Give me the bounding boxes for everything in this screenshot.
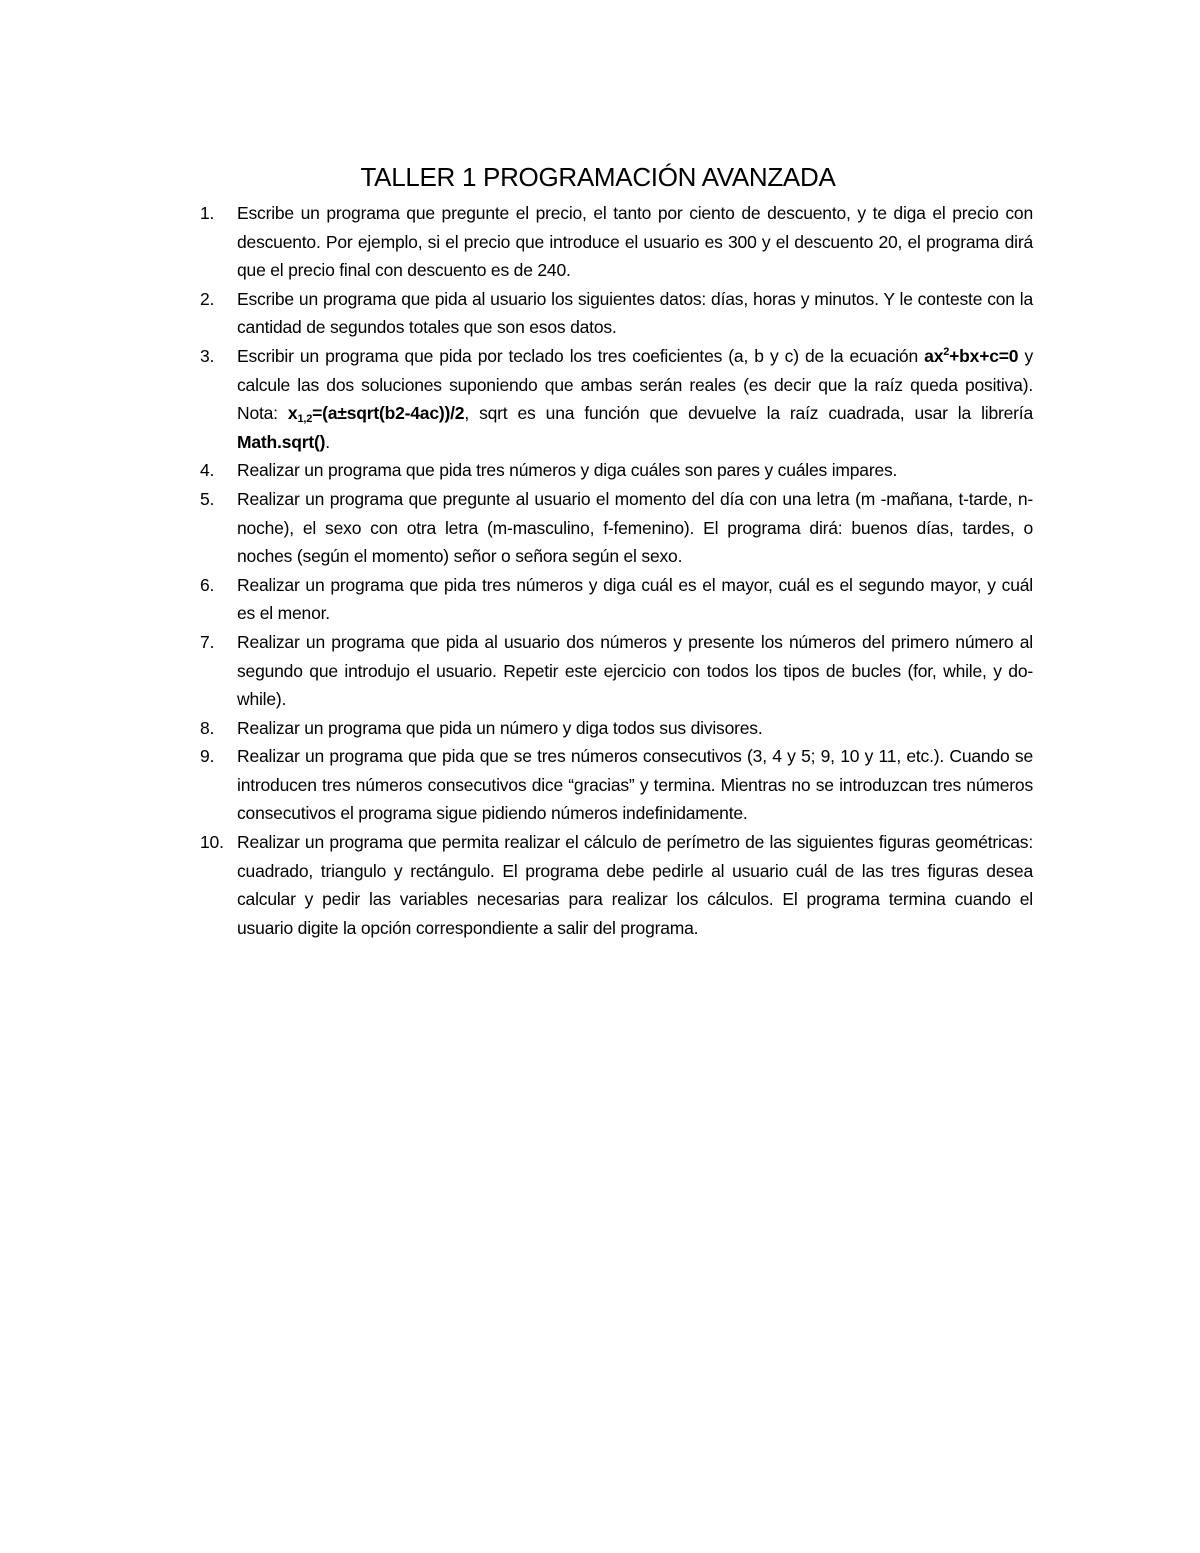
- item-text: Escribir un programa que pida por teclado los tres coeficientes (a, b y c) de la ecuación: [237, 345, 925, 366]
- formula: [287, 403, 465, 426]
- document-title: TALLER 1 PROGRAMACIÓN AVANZADA: [360, 162, 836, 193]
- item-text: Realizar un programa que pida que se tres números consecutivos (3, 4 y 5; 9, 10 y 11, etc.). Cuando se introducen tres números consecutivos dice “gracias” y termina. Mientras no se introduzcan tres números consecutivos el programa sigue pidiendo números indefinidamente.: [237, 746, 1033, 824]
- item-text: Realizar un programa que pregunte al usuario el momento del día con una letra (m -mañana, t-tarde, n-noche), el sexo con otra letra (m-masculino, f-femenino). El programa dirá: buenos días, tardes, o noches (según el momento) señor o señora según el sexo.: [237, 488, 1033, 567]
- formula-x: x: [287, 403, 298, 424]
- formula-body: =(a±sqrt(b2-4ac))/2: [312, 403, 465, 424]
- item-text: Escribe un programa que pregunte el precio, el tanto por ciento de descuento, y te diga el precio con descuento. Por ejemplo, si el precio que introduce el usuario es 300 y el descuento 20, el programa dirá que el precio final con descuento es de 240.: [237, 203, 1033, 281]
- item-number: 1.: [200, 203, 215, 223]
- list-item: [170, 485, 1033, 571]
- item-text: Realizar un programa que permita realizar el cálculo de perímetro de las siguientes figuras geométricas: cuadrado, triangulo y rectángulo. El programa debe pedirle al usuario cuál de las tres figuras desea calcular y pedir las variables necesarias para realizar los cálculos. El programa termina cuando el usuario digite la opción correspondiente a salir del programa.: [237, 832, 1033, 938]
- item-text: Realizar un programa que pida tres números y diga cuáles son pares y cuáles impares.: [237, 460, 898, 481]
- item-text: Realizar un programa que pida un número y diga todos sus divisores.: [237, 717, 763, 738]
- item-number: 2.: [200, 288, 215, 309]
- item-number: 5.: [200, 488, 215, 509]
- item-number: 6.: [200, 574, 215, 595]
- list-item: [170, 199, 1033, 285]
- item-text: Realizar un programa que pida tres números y diga cuál es el mayor, cuál es el segundo mayor, y cuál es el menor.: [237, 574, 1033, 624]
- list-item: [170, 342, 1033, 456]
- equation-rest: +bx+c=0: [949, 345, 1019, 366]
- equation: [924, 346, 1018, 366]
- item-text: y calcule las dos soluciones suponiendo que ambas serán reales (es decir que la raíz queda positiva). Nota:: [237, 345, 1034, 424]
- item-number: 8.: [200, 717, 215, 738]
- item-text: Realizar un programa que pida al usuario dos números y presente los números del primero número al segundo que introdujo el usuario. Repetir este ejercicio con todos los tipos de bucles (for, while, y do-while).: [237, 631, 1033, 710]
- library-name: Math.sqrt(): [237, 431, 326, 452]
- item-number: 4.: [200, 460, 215, 481]
- item-number: 10.: [200, 832, 224, 853]
- equation-ax: ax: [924, 345, 944, 366]
- item-number: 7.: [200, 631, 215, 652]
- list-item: [170, 828, 1033, 942]
- list-item: [170, 285, 1033, 342]
- list-item: [170, 628, 1033, 714]
- exercise-list: [170, 199, 1033, 942]
- list-item: [170, 456, 1033, 485]
- item-number: 3.: [200, 345, 215, 366]
- equation-exponent: 2: [943, 345, 950, 358]
- formula-subscript: 1,2: [297, 413, 313, 426]
- list-item: [170, 742, 1033, 828]
- item-text: .: [325, 431, 330, 452]
- list-item: [170, 714, 1033, 743]
- list-item: [170, 571, 1033, 628]
- item-text: Escribe un programa que pida al usuario los siguientes datos: días, horas y minutos. Y le conteste con la cantidad de segundos totales que son esos datos.: [237, 288, 1033, 338]
- item-number: 9.: [200, 746, 215, 767]
- item-text: , sqrt es una función que devuelve la raíz cuadrada, usar la librería: [464, 403, 1033, 424]
